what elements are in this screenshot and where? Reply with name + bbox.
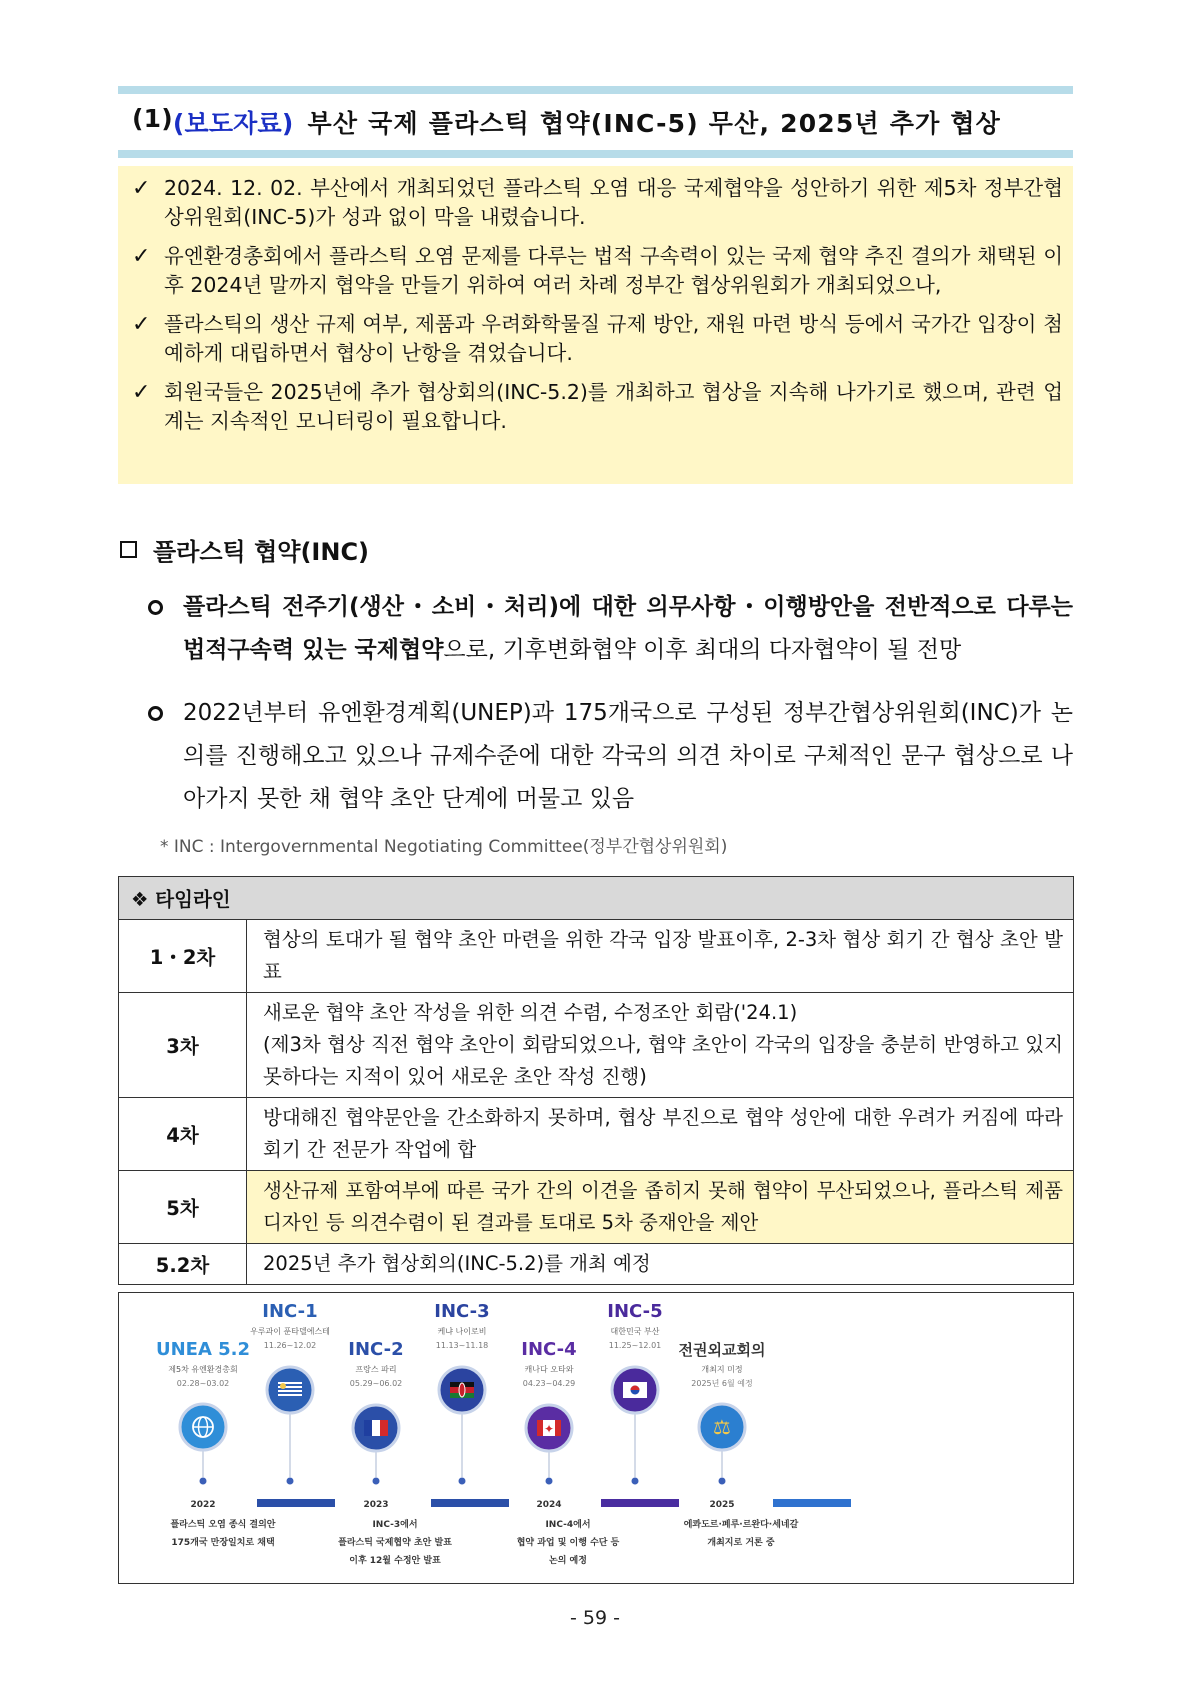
node-date: 02.28~03.02: [176, 1379, 230, 1388]
timeline-dot: [546, 1478, 553, 1485]
row-label: 5.2차: [119, 1244, 247, 1285]
checkmark-icon: ✓: [132, 176, 151, 201]
node-date: 11.13~11.18: [435, 1341, 489, 1350]
node-location: 개최지 미정: [701, 1365, 743, 1374]
bullet-rest-text: 으로, 기후변화협약 이후 최대의 다자협약이 될 전망: [443, 637, 962, 663]
node-location: 케냐 나이로비: [437, 1327, 487, 1336]
timeline-track: [773, 1499, 851, 1507]
summary-item: [132, 310, 1063, 368]
page-number: - 59 -: [570, 1607, 620, 1629]
timeline-note: 논의 예정: [549, 1556, 587, 1566]
timeline-track: [257, 1499, 335, 1507]
flag-band: [537, 1420, 543, 1436]
summary-box: [118, 166, 1073, 484]
circle-bullet-icon: [148, 600, 163, 615]
section-title: 플라스틱 협약(INC): [153, 538, 370, 566]
node-title: INC-1: [262, 1301, 318, 1322]
maple-leaf-glyph: ✦: [543, 1422, 555, 1436]
row-text: 협상의 토대가 될 협약 초안 마련을 위한 각국 입장 발표이후, 2-3차 협상 회기 간 협상 초안 발표: [247, 920, 1074, 993]
summary-text: 플라스틱의 생산 규제 여부, 제품과 우려화학물질 규제 방안, 재원 마련 방식 등에서 국가간 입장이 첨예하게 대립하면서 협상이 난항을 겪었습니다.: [164, 312, 1063, 365]
flag-band: [380, 1420, 388, 1436]
timeline-track: [431, 1499, 509, 1507]
row-text: 방대해진 협약문안을 간소화하지 못하며, 협상 부진으로 협약 성안에 대한 우려가 커짐에 따라 회기 간 전문가 작업에 합: [247, 1098, 1074, 1171]
row-text: [247, 993, 1074, 1098]
flag-band: [372, 1420, 380, 1436]
timeline-note: 플라스틱 오염 종식 결의안: [170, 1520, 276, 1530]
page-title-bar: [118, 86, 1073, 158]
timeline-track: [601, 1499, 679, 1507]
circle-bullet-icon: [148, 706, 163, 721]
table-row: [119, 1098, 1074, 1171]
flag-stripe: [278, 1392, 302, 1394]
row-label: 5차: [119, 1171, 247, 1244]
row-label: 1・2차: [119, 920, 247, 993]
node-title: INC-5: [607, 1301, 663, 1322]
bullet-bold-text: 플라스틱 전주기(생산・소비・처리)에 대한 의무사항・이행방안을 전반적으로 다루는 법적구속력 있는 국제협약: [183, 594, 1073, 663]
flag-shield: [459, 1383, 465, 1397]
year-label: 2024: [536, 1500, 562, 1510]
timeline-dot: [719, 1478, 726, 1485]
checkmark-icon: ✓: [132, 244, 151, 269]
timeline-note: 이후 12월 수정안 발표: [349, 1556, 441, 1566]
node-title: UNEA 5.2: [155, 1339, 251, 1360]
flag-band: [364, 1420, 372, 1436]
timeline-dot: [287, 1478, 294, 1485]
table-row: [119, 1244, 1074, 1285]
summary-item: [132, 378, 1063, 436]
row-text-line: (제3차 협상 직전 협약 초안이 회람되었으나, 협약 초안이 각국의 입장을 충분히 반영하고 있지 못하다는 지적이 있어 새로운 초안 작성 진행): [263, 1033, 1063, 1088]
node-location: 프랑스 파리: [355, 1365, 397, 1374]
node-title: INC-2: [348, 1339, 404, 1360]
timeline-infographic: [118, 1292, 1074, 1584]
timeline-note: INC-3에서: [372, 1520, 418, 1530]
checkmark-icon: ✓: [132, 312, 151, 337]
year-label: 2023: [363, 1500, 389, 1510]
node-date: 2025년 6월 예정: [691, 1379, 753, 1388]
page-title: [118, 94, 1073, 150]
timeline-heading: ❖ 타임라인: [119, 877, 1074, 920]
scales-glyph: ⚖: [713, 1415, 731, 1439]
summary-text: 2024. 12. 02. 부산에서 개최되었던 플라스틱 오염 대응 국제협약을 성안하기 위한 제5차 정부간협상위원회(INC-5)가 성과 없이 막을 내렸습니다.: [164, 176, 1063, 229]
section-heading: [118, 532, 369, 567]
timeline-note: 개최지로 거론 중: [707, 1538, 775, 1548]
timeline-dot: [373, 1478, 380, 1485]
title-bottom-rule: [118, 150, 1073, 158]
checkmark-icon: ✓: [132, 380, 151, 405]
title-top-rule: [118, 86, 1073, 94]
node-location: 대한민국 부산: [610, 1327, 660, 1336]
year-label: 2022: [190, 1500, 216, 1510]
node-date: 05.29~06.02: [349, 1379, 403, 1388]
checkbox-square-icon: [120, 541, 137, 558]
timeline-note: INC-4에서: [545, 1520, 591, 1530]
node-date: 11.25~12.01: [608, 1341, 662, 1350]
bullet-item: [148, 692, 1073, 821]
summary-item: [132, 242, 1063, 300]
table-row: [119, 1171, 1074, 1244]
year-label: 2025: [709, 1500, 735, 1510]
timeline-table: [118, 876, 1074, 1285]
timeline-note: 협약 과업 및 이행 수단 등: [516, 1538, 620, 1548]
row-label: 3차: [119, 993, 247, 1098]
node-location: 우루과이 푼타델에스테: [250, 1327, 330, 1336]
timeline-infographic-svg: [119, 1293, 1072, 1582]
node-title: INC-3: [434, 1301, 490, 1322]
timeline-note: 에콰도르·페루·르완다·세네갈: [683, 1520, 799, 1530]
title-prefix: (1): [132, 104, 173, 133]
bullet-text: [183, 586, 1073, 672]
node-location: 제5차 유엔환경총회: [168, 1365, 238, 1374]
footnote: * INC : Intergovernmental Negotiating Committee(정부간협상위원회): [160, 837, 728, 857]
flag-band: [555, 1420, 561, 1436]
row-text-line: 새로운 협약 초안 작성을 위한 의견 수렴, 수정조안 회람('24.1): [263, 1001, 798, 1024]
flag-sun: [280, 1383, 286, 1389]
bullet-item: [148, 586, 1073, 672]
timeline-note: 플라스틱 국제협약 초안 발표: [338, 1538, 452, 1548]
flag-stripe: [278, 1396, 302, 1398]
node-title: INC-4: [521, 1339, 577, 1360]
node-date: 11.26~12.02: [263, 1341, 317, 1350]
timeline-note: 175개국 만장일치로 채택: [171, 1538, 275, 1548]
node-location: 캐나다 오타와: [524, 1365, 574, 1374]
node-title: 전권외교회의: [678, 1341, 766, 1359]
row-label: 4차: [119, 1098, 247, 1171]
timeline-dot: [459, 1478, 466, 1485]
row-text: 2025년 추가 협상회의(INC-5.2)를 개최 예정: [247, 1244, 1074, 1285]
title-text: 부산 국제 플라스틱 협약(INC-5) 무산, 2025년 추가 협상: [307, 109, 1002, 138]
node-date: 04.23~04.29: [522, 1379, 576, 1388]
summary-item: [132, 174, 1063, 232]
row-text: 생산규제 포함여부에 따른 국가 간의 이견을 좁히지 못해 협약이 무산되었으나, 플라스틱 제품 디자인 등 의견수렴이 된 결과를 토대로 5차 중재안을 제안: [247, 1171, 1074, 1244]
timeline-dot: [200, 1478, 207, 1485]
summary-text: 유엔환경총회에서 플라스틱 오염 문제를 다루는 법적 구속력이 있는 국제 협약 추진 결의가 채택된 이후 2024년 말까지 협약을 만들기 위하여 여러 차례 정부간 협상위원회가 개최되었으나,: [164, 244, 1063, 297]
table-row: [119, 920, 1074, 993]
bullet-text: 2022년부터 유엔환경계획(UNEP)과 175개국으로 구성된 정부간협상위원회(INC)가 논의를 진행해오고 있으나 규제수준에 대한 각국의 의견 차이로 구체적인 문구 협상으로 나아가지 못한 채 협약 초안 단계에 머물고 있음: [183, 700, 1073, 812]
title-tag: (보도자료): [172, 109, 294, 138]
summary-text: 회원국들은 2025년에 추가 협상회의(INC-5.2)를 개최하고 협상을 지속해 나가기로 했으며, 관련 업계는 지속적인 모니터링이 필요합니다.: [164, 380, 1063, 433]
table-row: [119, 993, 1074, 1098]
timeline-dot: [632, 1478, 639, 1485]
table-header-row: [119, 877, 1074, 920]
